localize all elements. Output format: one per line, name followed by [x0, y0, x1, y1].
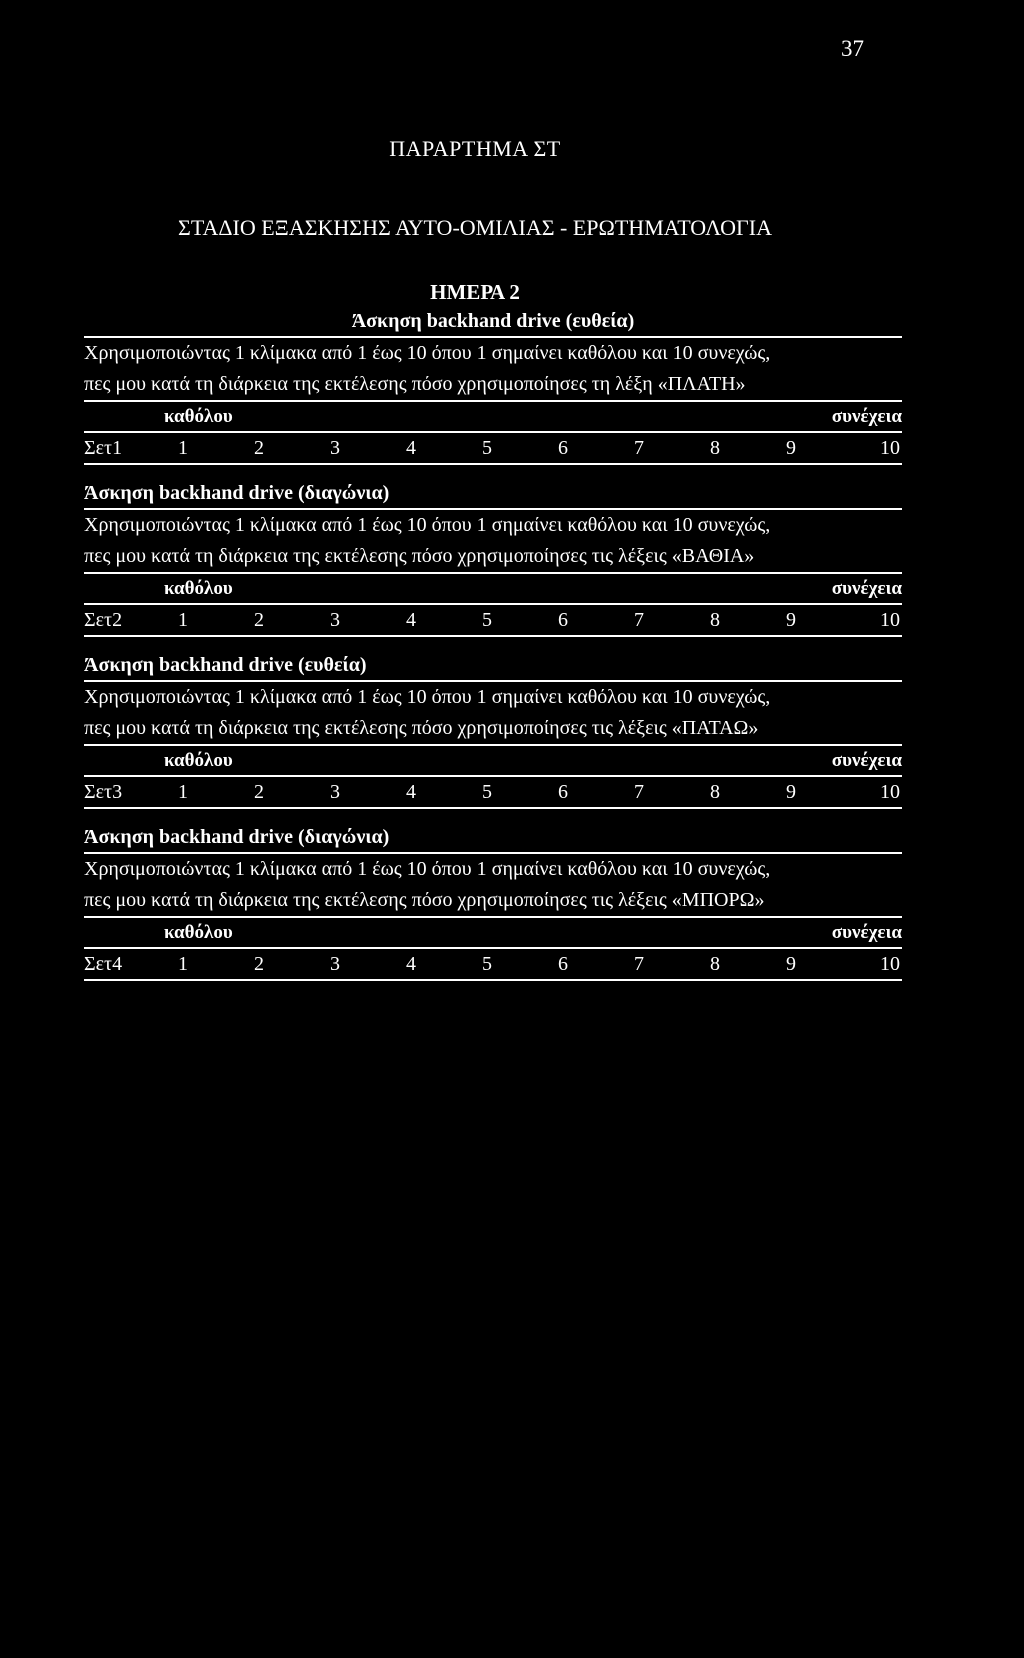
scale-value-9[interactable]: 9 [786, 609, 796, 631]
scale-value-6[interactable]: 6 [558, 609, 568, 631]
exercise-title: Άσκηση backhand drive (διαγώνια) [84, 826, 390, 848]
scale-value-4[interactable]: 4 [406, 609, 416, 631]
exercise-block-1 [84, 306, 902, 465]
scale-value-1[interactable]: 1 [178, 953, 188, 975]
divider [84, 635, 902, 637]
scale-anchors [84, 918, 902, 947]
scale-row [84, 605, 902, 635]
scale-value-7[interactable]: 7 [634, 953, 644, 975]
page-number: 37 [841, 36, 864, 61]
divider [84, 979, 902, 981]
set-label: Σετ3 [84, 781, 123, 803]
scale-value-1[interactable]: 1 [178, 781, 188, 803]
scale-value-3[interactable]: 3 [330, 609, 340, 631]
scale-value-1[interactable]: 1 [178, 437, 188, 459]
scale-value-3[interactable]: 3 [330, 781, 340, 803]
scale-value-3[interactable]: 3 [330, 953, 340, 975]
appendix-title: ΠΑΡΑΡΤΗΜΑ ΣΤ [389, 136, 561, 161]
scale-value-8[interactable]: 8 [710, 953, 720, 975]
scale-value-9[interactable]: 9 [786, 953, 796, 975]
stage-title: ΣΤΑΔΙΟ ΕΞΑΣΚΗΣΗΣ ΑΥΤΟ-ΟΜΙΛΙΑΣ - ΕΡΩΤΗΜΑΤΟΛΟΓΙΑ [178, 215, 772, 240]
divider [84, 807, 902, 809]
scale-value-1[interactable]: 1 [178, 609, 188, 631]
scale-row [84, 433, 902, 463]
scale-value-7[interactable]: 7 [634, 437, 644, 459]
scale-value-4[interactable]: 4 [406, 953, 416, 975]
anchor-high: συνέχεια [831, 578, 902, 599]
day-title: ΗΜΕΡΑ 2 [430, 280, 520, 304]
scale-value-10[interactable]: 10 [880, 953, 900, 975]
anchor-high: συνέχεια [831, 922, 902, 943]
scale-value-3[interactable]: 3 [330, 437, 340, 459]
anchor-low: καθόλου [164, 750, 233, 771]
scale-value-9[interactable]: 9 [786, 437, 796, 459]
scale-value-5[interactable]: 5 [482, 953, 492, 975]
scale-value-5[interactable]: 5 [482, 609, 492, 631]
scale-value-2[interactable]: 2 [254, 953, 264, 975]
scale-value-8[interactable]: 8 [710, 781, 720, 803]
scale-value-10[interactable]: 10 [880, 437, 900, 459]
anchor-high: συνέχεια [831, 750, 902, 771]
exercise-block-2 [84, 478, 902, 637]
exercise-title: Άσκηση backhand drive (διαγώνια) [84, 482, 390, 504]
scale-value-7[interactable]: 7 [634, 609, 644, 631]
scale-value-2[interactable]: 2 [254, 781, 264, 803]
instruction-line-1: Χρησιμοποιώντας 1 κλίμακα από 1 έως 10 όπου 1 σημαίνει καθόλου και 10 συνεχώς, [84, 858, 771, 880]
scale-anchors [84, 746, 902, 775]
scale-anchors [84, 574, 902, 603]
instruction-line-1: Χρησιμοποιώντας 1 κλίμακα από 1 έως 10 όπου 1 σημαίνει καθόλου και 10 συνεχώς, [84, 514, 771, 536]
instruction-line-1: Χρησιμοποιώντας 1 κλίμακα από 1 έως 10 όπου 1 σημαίνει καθόλου και 10 συνεχώς, [84, 686, 771, 708]
scale-row [84, 949, 902, 979]
instruction-line-2: πες μου κατά τη διάρκεια της εκτέλεσης πόσο χρησιμοποίησες τη λέξη «ΠΛΑΤΗ» [84, 373, 746, 395]
scale-value-10[interactable]: 10 [880, 781, 900, 803]
scale-anchors [84, 402, 902, 431]
scale-row [84, 777, 902, 807]
scale-value-2[interactable]: 2 [254, 437, 264, 459]
instruction-line-2: πες μου κατά τη διάρκεια της εκτέλεσης πόσο χρησιμοποίησες τις λέξεις «ΒΑΘΙΑ» [84, 545, 755, 567]
scale-value-9[interactable]: 9 [786, 781, 796, 803]
scale-value-5[interactable]: 5 [482, 781, 492, 803]
scale-value-6[interactable]: 6 [558, 437, 568, 459]
divider [84, 463, 902, 465]
anchor-high: συνέχεια [831, 406, 902, 427]
exercise-block-4 [84, 822, 902, 981]
anchor-low: καθόλου [164, 406, 233, 427]
scale-value-8[interactable]: 8 [710, 437, 720, 459]
scale-value-6[interactable]: 6 [558, 781, 568, 803]
anchor-low: καθόλου [164, 578, 233, 599]
scale-value-6[interactable]: 6 [558, 953, 568, 975]
instruction-line-2: πες μου κατά τη διάρκεια της εκτέλεσης πόσο χρησιμοποίησες τις λέξεις «ΜΠΟΡΩ» [84, 889, 765, 911]
exercise-title: Άσκηση backhand drive (ευθεία) [84, 654, 367, 676]
anchor-low: καθόλου [164, 922, 233, 943]
instruction-line-2: πες μου κατά τη διάρκεια της εκτέλεσης πόσο χρησιμοποίησες τις λέξεις «ΠΑΤΑΩ» [84, 717, 759, 739]
instruction-line-1: Χρησιμοποιώντας 1 κλίμακα από 1 έως 10 όπου 1 σημαίνει καθόλου και 10 συνεχώς, [84, 342, 771, 364]
exercise-block-3 [84, 650, 902, 809]
set-label: Σετ2 [84, 609, 123, 631]
scale-value-10[interactable]: 10 [880, 609, 900, 631]
scale-value-5[interactable]: 5 [482, 437, 492, 459]
scale-value-4[interactable]: 4 [406, 781, 416, 803]
set-label: Σετ1 [84, 437, 123, 459]
scale-value-2[interactable]: 2 [254, 609, 264, 631]
scale-value-4[interactable]: 4 [406, 437, 416, 459]
scale-value-8[interactable]: 8 [710, 609, 720, 631]
scale-value-7[interactable]: 7 [634, 781, 644, 803]
set-label: Σετ4 [84, 953, 123, 975]
exercise-title: Άσκηση backhand drive (ευθεία) [351, 310, 635, 332]
